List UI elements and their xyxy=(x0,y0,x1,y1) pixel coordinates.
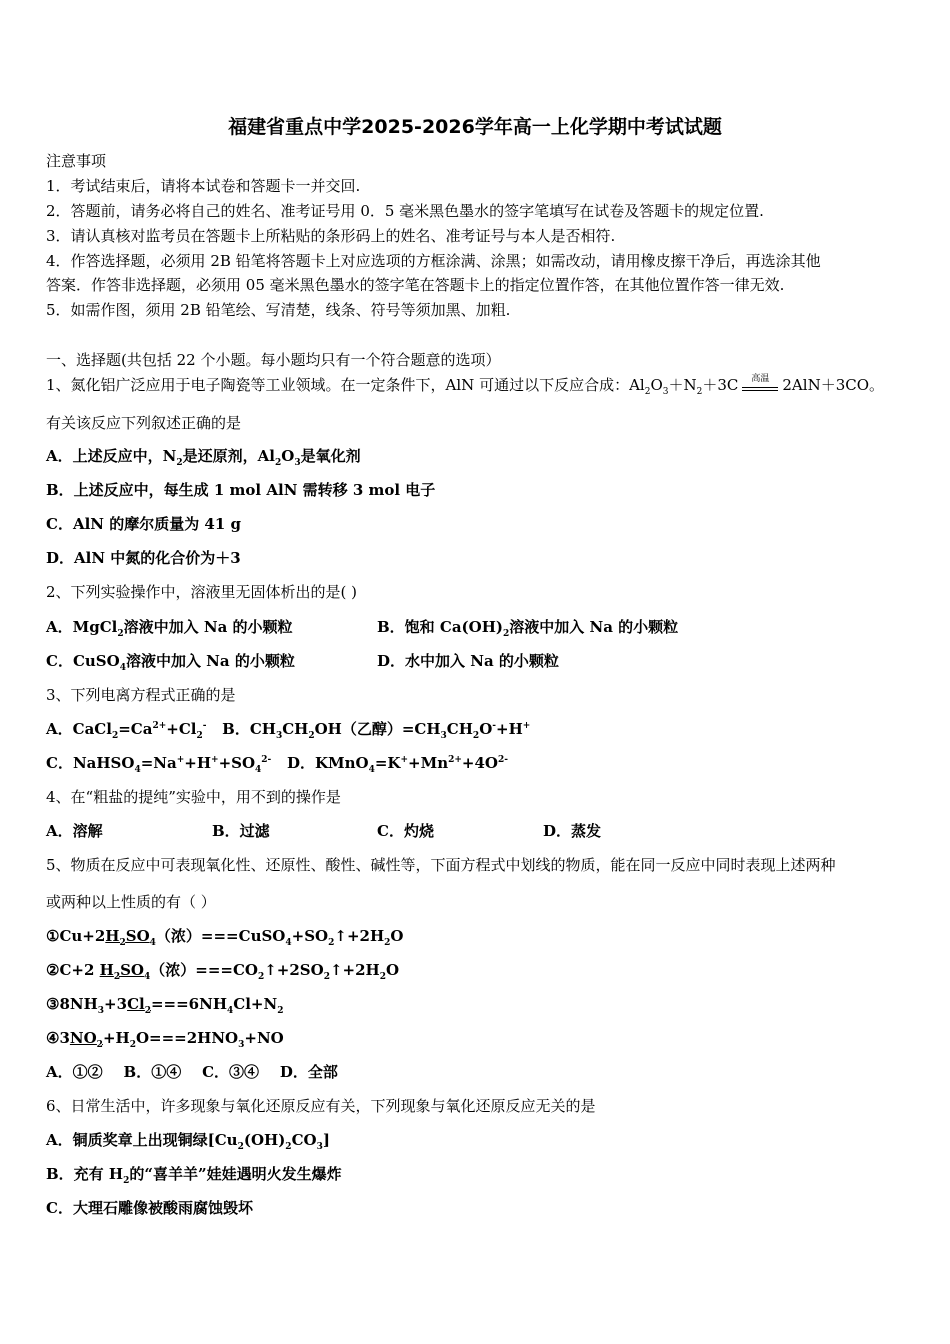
equation-3: $③8NH_3+3Cl_2===6NH_4Cl+N_2$ xyxy=(46,995,284,1016)
page-title: 福建省重点中学2025-2026学年高一上化学期中考试试题 xyxy=(228,116,722,138)
question-2-option-b[interactable]: B．饱和 $Ca(OH)_2$溶液中加入 Na 的小颗粒 xyxy=(377,618,679,639)
question-3-stem: 3、下列电离方程式正确的是 xyxy=(46,686,236,704)
question-4-option-c[interactable]: C．灼烧 xyxy=(377,822,434,840)
notice-item: 3．请认真核对监考员在答题卡上所粘贴的条形码上的姓名、准考证号与本人是否相符. xyxy=(46,227,616,245)
equation-4: $④3NO_2+H_2O===2HNO_3+NO$ xyxy=(46,1029,284,1050)
question-1-option-b[interactable]: B．上述反应中，每生成 1 mol AlN 需转移 3 mol 电子 xyxy=(46,481,436,499)
question-1-option-c[interactable]: C．AlN 的摩尔质量为 41 g xyxy=(46,515,242,533)
equation-2: ②C+2 $H_2SO_4$（浓）$===CO_2↑+2SO_2↑+2H_2O$ xyxy=(46,961,400,982)
equation-1: $①Cu+2H_2SO_4$（浓）$===CuSO_4+SO_2↑+2H_2O$ xyxy=(46,927,404,948)
notice-item: 4．作答选择题，必须用 2B 铅笔将答题卡上对应选项的方框涂满、涂黑；如需改动，请用橡皮擦干净后，再选涂其他 xyxy=(46,252,821,270)
reaction-condition: 高温 xyxy=(740,375,780,395)
notice-item: 2．答题前，请务必将自己的姓名、准考证号用 0．5 毫米黑色墨水的签字笔填写在试卷及答题卡的规定位置. xyxy=(46,202,764,220)
notice-item: 答案．作答非选择题，必须用 05 毫米黑色墨水的签字笔在答题卡上的指定位置作答，在其他位置作答一律无效. xyxy=(46,276,785,294)
question-3-option-b[interactable]: B．$CH_3CH_2OH$（乙醇）$=CH_3CH_2O^-+H^+$ xyxy=(222,720,531,741)
question-6-option-b[interactable]: B．充有 $H_2$的“喜羊羊”娃娃遇明火发生爆炸 xyxy=(46,1165,342,1186)
notice-heading: 注意事项 xyxy=(46,152,107,170)
question-3-options-ab[interactable] xyxy=(46,719,530,739)
question-5-stem-2: 或两种以上性质的有（ ） xyxy=(46,893,216,911)
question-5-options[interactable]: A．①② B．①④ C．③④ D．全部 xyxy=(46,1063,338,1081)
question-4-option-d[interactable]: D．蒸发 xyxy=(543,822,602,840)
question-1-stem: 1、氮化铝广泛应用于电子陶瓷等工业领域。在一定条件下，AlN 可通过以下反应合成：$Al_2O_3+N_2+3C$ 高温 2AlN＋3CO。 xyxy=(46,374,885,397)
question-2-option-a[interactable]: A．MgCl$_2$溶液中加入 Na 的小颗粒 xyxy=(46,618,293,639)
question-2-option-c[interactable]: C．CuSO$_4$溶液中加入 Na 的小颗粒 xyxy=(46,652,295,673)
question-6-option-a[interactable]: A．铜质奖章上出现铜绿$[Cu_2(OH)_2CO_3]$ xyxy=(46,1131,330,1152)
question-1-stem-2: 有关该反应下列叙述正确的是 xyxy=(46,414,242,432)
question-2-stem: 2、下列实验操作中，溶液里无固体析出的是( ) xyxy=(46,583,358,601)
notice-item: 5．如需作图，须用 2B 铅笔绘、写清楚，线条、符号等须加黑、加粗. xyxy=(46,301,511,319)
question-6-stem: 6、日常生活中，许多现象与氧化还原反应有关，下列现象与氧化还原反应无关的是 xyxy=(46,1097,596,1115)
question-4-option-b[interactable]: B．过滤 xyxy=(212,822,270,840)
question-3-option-c[interactable]: C．$NaHSO_4=Na^++H^++SO_4^{2-}$ xyxy=(46,754,272,775)
question-6-option-c[interactable]: C．大理石雕像被酸雨腐蚀毁坏 xyxy=(46,1199,253,1217)
question-3-options-cd[interactable] xyxy=(46,753,508,773)
question-4-stem: 4、在“粗盐的提纯”实验中，用不到的操作是 xyxy=(46,788,341,806)
question-3-option-a[interactable]: A．$CaCl_2=Ca^{2+}+Cl_2^-$ xyxy=(46,720,207,741)
question-3-option-d[interactable]: D．$KMnO_4=K^++Mn^{2+}+4O^{2-}$ xyxy=(286,754,508,775)
question-4-option-a[interactable]: A．溶解 xyxy=(46,822,103,840)
question-1-option-a[interactable]: A．上述反应中，$N_2$是还原剂，$Al_2O_3$是氧化剂 xyxy=(46,447,361,468)
question-5-stem: 5、物质在反应中可表现氧化性、还原性、酸性、碱性等，下面方程式中划线的物质，能在同一反应中同时表现上述两种 xyxy=(46,856,836,874)
section-heading: 一、选择题(共包括 22 个小题。每小题均只有一个符合题意的选项） xyxy=(46,351,501,369)
question-2-option-d[interactable]: D．水中加入 Na 的小颗粒 xyxy=(377,652,559,670)
notice-item: 1．考试结束后，请将本试卷和答题卡一并交回. xyxy=(46,177,361,195)
question-1-option-d[interactable]: D．AlN 中氮的化合价为＋3 xyxy=(46,549,241,567)
